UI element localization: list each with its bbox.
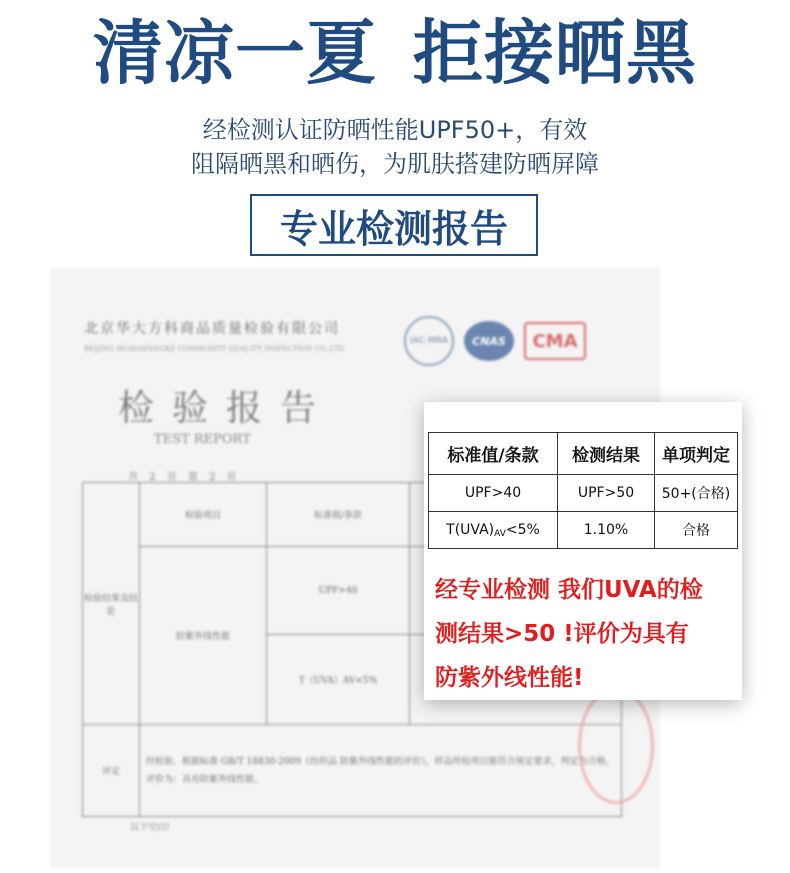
row2-standard-sub: AV xyxy=(494,528,506,539)
headline-part1: 清凉一夏 xyxy=(93,12,377,94)
conclusion-line3: 防紫外线性能! xyxy=(435,665,584,691)
row2-judgement: 合格 xyxy=(655,512,738,549)
subtitle-line2: 阻隔晒黑和晒伤，为肌肤搭建防晒屏障 xyxy=(191,150,599,178)
footer-note: 以下空白! xyxy=(130,823,170,833)
cnas-logo: CNAS xyxy=(464,321,514,361)
headline xyxy=(0,10,790,96)
company-name-en: BEIJING HUADAFANGKE COMMODITY QUALITY INSPECTION CO.,LTD xyxy=(84,345,344,353)
headline-part2: 拒接晒黑 xyxy=(413,12,697,94)
report-title: 检验报告 xyxy=(118,388,335,429)
item-name: 防紫外线性能 xyxy=(140,547,267,725)
header-standard: 标准值/条款 xyxy=(429,433,558,475)
conclusion-line2: 测结果>50 !评价为具有 xyxy=(435,621,689,647)
page-number: 共 2 页 第 2 页 xyxy=(128,472,241,483)
row1-standard: UPF>40 xyxy=(429,475,558,512)
row2-standard-tail: <5% xyxy=(505,521,540,538)
std-uva: T（UVA）AV<5% xyxy=(267,635,410,725)
red-stamp xyxy=(578,688,654,804)
table-row xyxy=(429,512,738,549)
row-group-label: 检验结果及结论 xyxy=(83,483,140,725)
row2-standard-main: T(UVA) xyxy=(446,521,495,538)
iac-logo: IAC-MRA xyxy=(404,316,454,366)
header-judgement: 单项判定 xyxy=(655,433,738,475)
row2-standard xyxy=(429,512,558,549)
row1-result: UPF>50 xyxy=(558,475,655,512)
table-row xyxy=(429,475,738,512)
conclusion-text xyxy=(435,568,737,700)
header-result: 检测结果 xyxy=(558,433,655,475)
row2-result: 1.10% xyxy=(558,512,655,549)
col-item: 检验项目 xyxy=(140,483,267,547)
cma-logo: CMA xyxy=(524,322,586,360)
company-name: 北京华大方科商品质量检验有限公司 xyxy=(84,321,340,337)
report-button[interactable]: 专业检测报告 xyxy=(250,194,538,256)
row1-judgement: 50+(合格) xyxy=(655,475,738,512)
report-title-en: TEST REPORT xyxy=(154,432,251,447)
result-card xyxy=(424,402,742,700)
result-table xyxy=(428,432,738,549)
subtitle-line1: 经检测认证防晒性能UPF50+，有效 xyxy=(202,116,588,144)
eval-text: 经检验，根据标准 GB/T 18830-2009《纺织品 防紫外线性能的评价》，样品所检项目能符合规定要求，判定为合格，评价为：具有防紫外线性能。 xyxy=(140,725,622,817)
eval-label: 评定 xyxy=(83,725,140,817)
std-upf: UPF>40 xyxy=(267,547,410,635)
col-standard: 标准值/条款 xyxy=(267,483,410,547)
certification-logos xyxy=(404,316,586,366)
conclusion-line1: 经专业检测 我们UVA的检 xyxy=(435,577,703,603)
